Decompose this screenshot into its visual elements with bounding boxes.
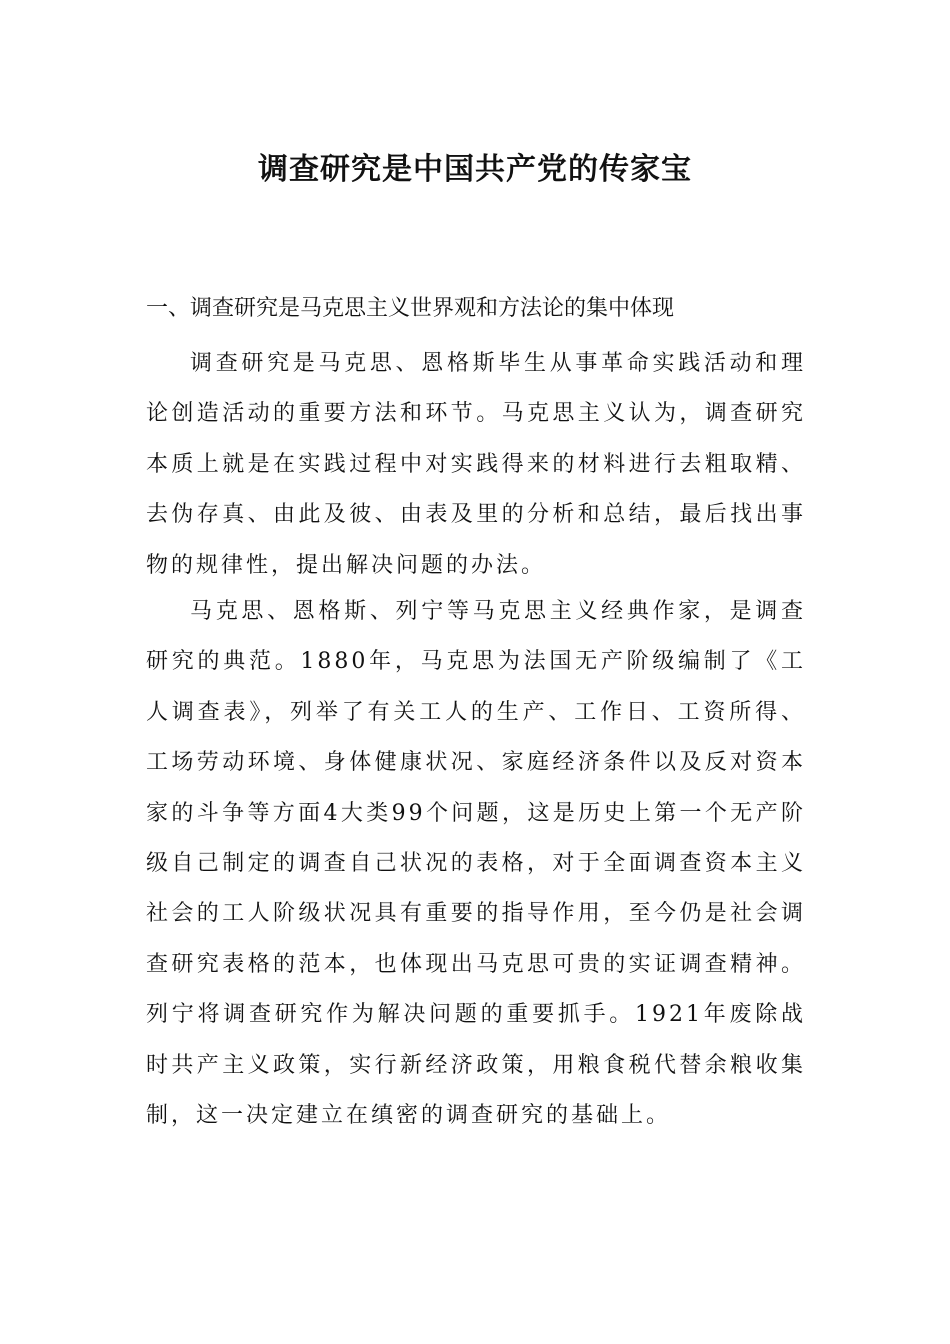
section-heading: 一、调查研究是马克思主义世界观和方法论的集中体现: [146, 296, 675, 321]
body-paragraph-1: 调查研究是马克思、恩格斯毕生从事革命实践活动和理论创造活动的重要方法和环节。马克思主义认为，调查研究本质上就是在实践过程中对实践得来的材料进行去粗取精、去伪存真、由此及彼、由表及里的分析和总结，最后找出事物的规律性，提出解决问题的办法。: [146, 351, 806, 578]
document-title: 调查研究是中国共产党的传家宝: [258, 152, 692, 187]
body-paragraph-2: 马克思、恩格斯、列宁等马克思主义经典作家，是调查研究的典范。1880年，马克思为法国无产阶级编制了《工人调查表》，列举了有关工人的生产、工作日、工资所得、工场劳动环境、身体健康状况、家庭经济条件以及反对资本家的斗争等方面4大类99个问题，这是历史上第一个无产阶级自己制定的调查自己状况的表格，对于全面调查资本主义社会的工人阶级状况具有重要的指导作用，至今仍是社会调查研究表格的范本，也体现出马克思可贵的实证调查精神。列宁将调查研究作为解决问题的重要抓手。1921年废除战时共产主义政策，实行新经济政策，用粮食税代替余粮收集制，这一决定建立在缜密的调查研究的基础上。: [146, 599, 806, 1129]
